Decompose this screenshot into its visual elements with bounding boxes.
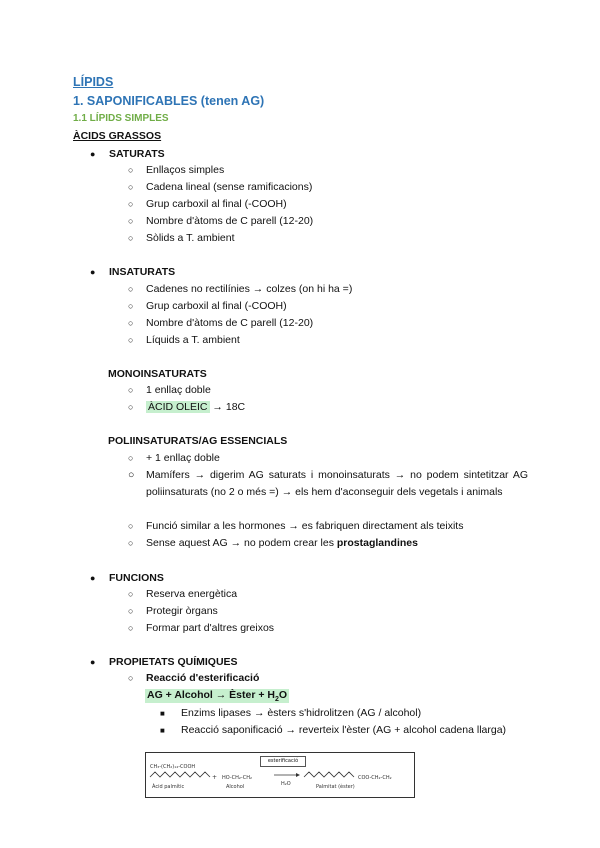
svg-text:+: + (212, 774, 218, 781)
circle-bullet-icon: ○ (128, 284, 134, 294)
circle-bullet-icon: ○ (128, 301, 134, 311)
list-item: ○ ÀCID OLEIC → 18C (128, 401, 246, 413)
square-bullet-icon: ■ (160, 709, 165, 718)
subsection-poliinsaturats: POLIINSATURATS/AG ESSENCIALS (108, 435, 288, 447)
bullet-icon: ● (90, 657, 96, 667)
esterification-reaction-image (145, 752, 415, 798)
list-item: ○ Grup carboxil al final (-COOH) (128, 300, 287, 312)
bullet-icon: ● (90, 149, 96, 159)
reaction-label-mid: Alcohol (226, 784, 245, 790)
list-item-paragraph: Mamífers → digerim AG saturats i monoinsaturats → no podem sintetitzar AG poliinsaturats (no 2 o més =) → els hem d'aconseguir dels vegetals i animals (146, 469, 528, 498)
circle-bullet-icon: ○ (128, 335, 134, 345)
list-item: ○ Reacció d'esterificació (128, 672, 260, 684)
list-item: ○ Formar part d'altres greixos (128, 622, 275, 634)
bullet-icon: ● (90, 267, 96, 277)
circle-bullet-icon: ○ (128, 165, 134, 175)
esterification-formula: AG + Alcohol → Èster + $H_2O$ (147, 689, 288, 704)
circle-bullet-icon: ○ (128, 623, 134, 633)
list-item: ○ Cadenes no rectilínies → colzes (on hi ha =) (128, 283, 353, 295)
section-funcions: ● FUNCIONS (90, 572, 164, 584)
circle-bullet-icon: ○ (128, 453, 134, 463)
circle-bullet-icon: ○ (128, 606, 134, 616)
list-item: ○ Grup carboxil al final (-COOH) (128, 198, 287, 210)
section-saturats: ● SATURATS (90, 148, 165, 160)
list-item: ○ Protegir òrgans (128, 605, 218, 617)
bullet-icon: ● (90, 573, 96, 583)
section-insaturats: ● INSATURATS (90, 266, 176, 278)
svg-text:HO-CH₂-CH₂: HO-CH₂-CH₂ (222, 775, 252, 781)
circle-bullet-icon: ○ (128, 182, 134, 192)
circle-bullet-icon: ○ (128, 538, 134, 548)
reaction-drawing (146, 753, 414, 797)
circle-bullet-icon: ○ (128, 402, 134, 412)
list-item: ○ + 1 enllaç doble (128, 452, 220, 464)
list-item: ○ Enllaços simples (128, 164, 225, 176)
circle-bullet-icon: ○ (128, 589, 134, 599)
square-bullet-icon: ■ (160, 726, 165, 735)
reaction-label-right: Palmitat (èster) (316, 784, 355, 790)
circle-bullet-icon: ○ (128, 385, 134, 395)
list-item: ○ Reserva energètica (128, 588, 238, 600)
list-item: ○ Sòlids a T. ambient (128, 232, 235, 244)
heading-acids-grassos: ÀCIDS GRASSOS (73, 130, 162, 142)
circle-bullet-icon: ○ (128, 216, 134, 226)
circle-bullet-icon: ○ (128, 469, 135, 481)
highlighted-term: ÀCID OLEIC (148, 401, 208, 413)
heading-lipids-simples: 1.1 LÍPIDS SIMPLES (73, 113, 169, 124)
reaction-label-box: esterificació (260, 756, 306, 767)
section-propietats-quimiques: ● PROPIETATS QUÍMIQUES (90, 656, 238, 668)
list-item: ○ 1 enllaç doble (128, 384, 211, 396)
circle-bullet-icon: ○ (128, 199, 134, 209)
circle-bullet-icon: ○ (128, 233, 134, 243)
list-item: ■ Reacció saponificació → reverteix l'èster (AG + alcohol cadena llarga) (160, 724, 507, 736)
svg-text:H₂O: H₂O (281, 781, 291, 787)
document-title: LÍPIDS (73, 75, 114, 89)
svg-text:COO-CH₂-CH₂: COO-CH₂-CH₂ (358, 775, 392, 781)
list-item: ○ Nombre d'àtoms de C parell (12-20) (128, 317, 314, 329)
svg-text:CH₃-(CH₂)₁₄-COOH: CH₃-(CH₂)₁₄-COOH (150, 764, 196, 770)
circle-bullet-icon: ○ (128, 673, 134, 683)
list-item: ○ Funció similar a les hormones → es fabriquen directament als teixits (128, 520, 464, 532)
heading-saponificables: 1. SAPONIFICABLES (tenen AG) (73, 94, 265, 108)
circle-bullet-icon: ○ (128, 318, 134, 328)
list-item: ○ Cadena lineal (sense ramificacions) (128, 181, 313, 193)
list-item: ○ Nombre d'àtoms de C parell (12-20) (128, 215, 314, 227)
list-item: ■ Enzims lipases → èsters s'hidrolitzen (AG / alcohol) (160, 707, 422, 719)
reaction-label-left: Àcid palmític (152, 784, 185, 790)
list-item: ○ Sense aquest AG → no podem crear les prostaglandines (128, 537, 418, 549)
circle-bullet-icon: ○ (128, 521, 134, 531)
subsection-monoinsaturats: MONOINSATURATS (108, 368, 207, 380)
list-item: ○ Líquids a T. ambient (128, 334, 240, 346)
